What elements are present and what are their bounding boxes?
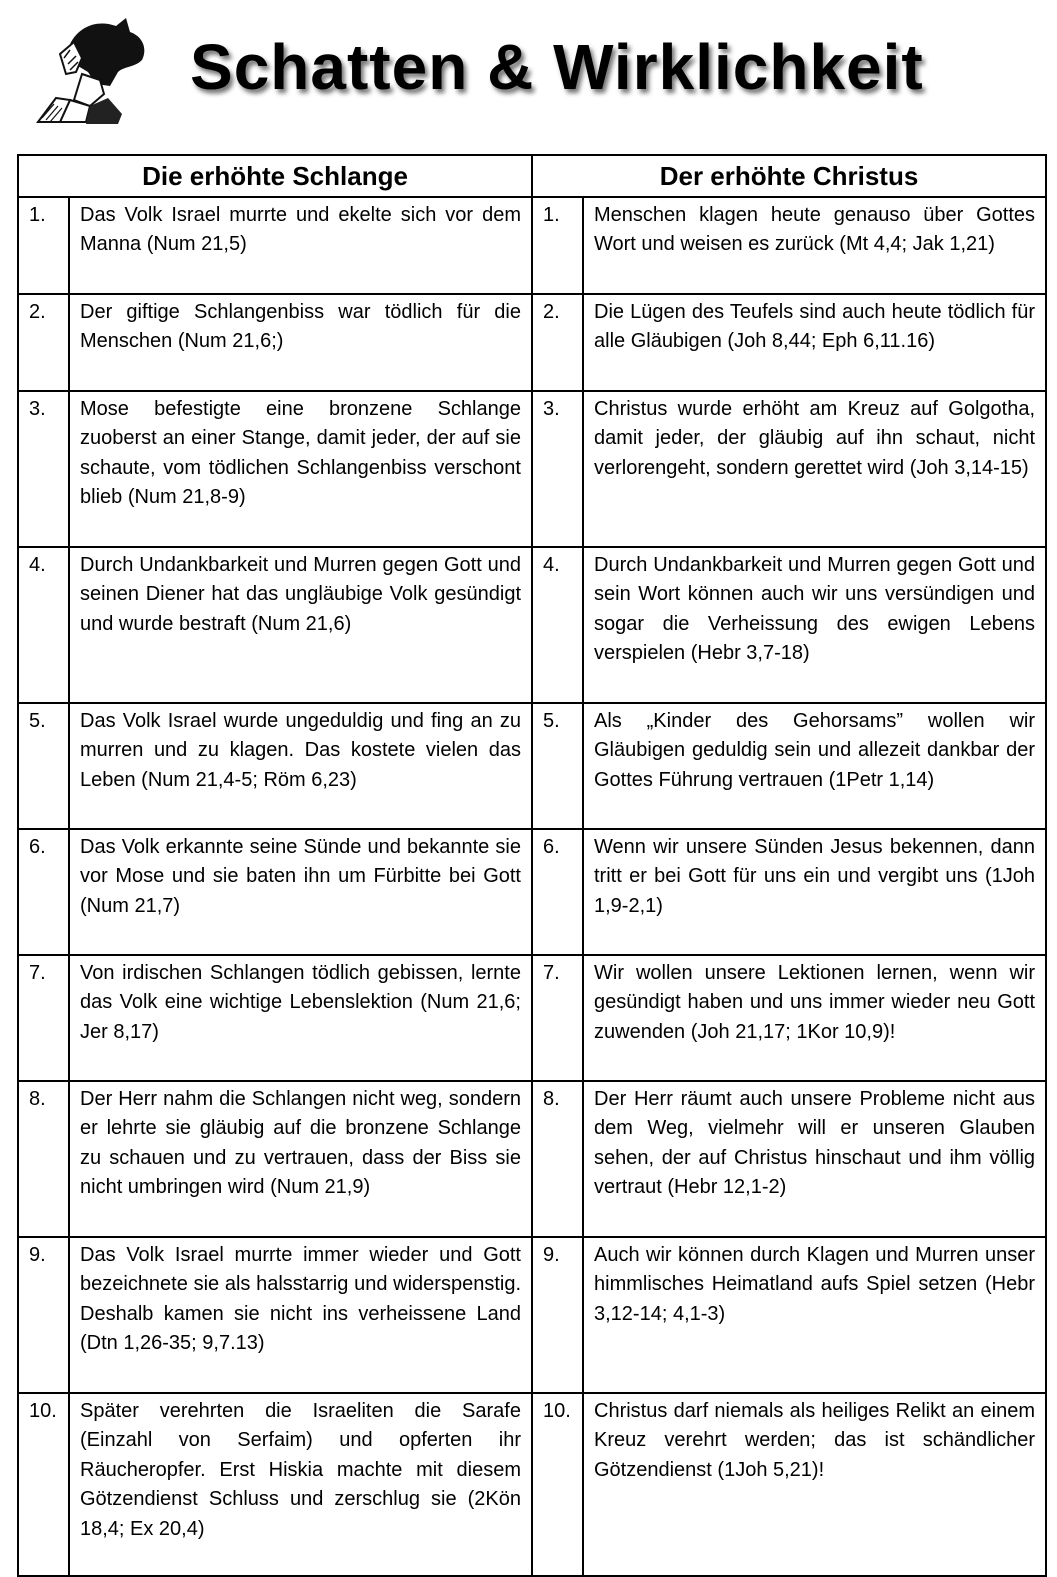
- row-number-left: 10.: [18, 1393, 69, 1576]
- row-number-left: 1.: [18, 197, 69, 294]
- christ-text: Christus wurde erhöht am Kreuz auf Golgotha, damit jeder, der gläubig auf ihn schaut, nicht verlorengeht, sondern gerettet wird (Joh 3,14-15): [583, 391, 1046, 547]
- table-row: [18, 294, 1046, 391]
- row-number-left: 5.: [18, 703, 69, 829]
- page-header: [0, 0, 1057, 150]
- serpent-text: Mose befestigte eine bronzene Schlange zuoberst an einer Stange, damit jeder, der auf sie schaute, vom tödlichen Schlangenbiss verschont blieb (Num 21,8-9): [69, 391, 532, 547]
- christ-text: Durch Undankbarkeit und Murren gegen Gott und sein Wort können auch wir uns versündigen und sogar die Verheissung des ewigen Lebens verspielen (Hebr 3,7-18): [583, 547, 1046, 703]
- comparison-table: [17, 154, 1047, 1577]
- serpent-text: Der giftige Schlangenbiss war tödlich für die Menschen (Num 21,6;): [69, 294, 532, 391]
- serpent-text: Das Volk erkannte seine Sünde und bekannte sie vor Mose und sie baten ihn um Fürbitte bei Gott (Num 21,7): [69, 829, 532, 955]
- row-number-right: 5.: [532, 703, 583, 829]
- row-number-left: 4.: [18, 547, 69, 703]
- right-column-heading: Der erhöhte Christus: [532, 155, 1046, 197]
- table-row: [18, 1237, 1046, 1393]
- table-row: [18, 829, 1046, 955]
- christ-text: Wir wollen unsere Lektionen lernen, wenn wir gesündigt haben und uns immer wieder neu Gott zuwenden (Joh 21,17; 1Kor 10,9)!: [583, 955, 1046, 1081]
- christ-text: Auch wir können durch Klagen und Murren unser himmlisches Heimatland aufs Spiel setzen (Hebr 3,12-14; 4,1-3): [583, 1237, 1046, 1393]
- row-number-right: 7.: [532, 955, 583, 1081]
- serpent-text: Der Herr nahm die Schlangen nicht weg, sondern er lehrte sie gläubig auf die bronzene Schlange zu schauen und zu vertrauen, dass der Biss sie nicht umbringen wird (Num 21,9): [69, 1081, 532, 1237]
- christ-text: Christus darf niemals als heiliges Relikt an einem Kreuz verehrt werden; das ist schändlicher Götzendienst (1Joh 5,21)!: [583, 1393, 1046, 1576]
- row-number-left: 8.: [18, 1081, 69, 1237]
- row-number-right: 9.: [532, 1237, 583, 1393]
- row-number-left: 9.: [18, 1237, 69, 1393]
- serpent-text: Von irdischen Schlangen tödlich gebissen, lernte das Volk eine wichtige Lebenslektion (Num 21,6; Jer 8,17): [69, 955, 532, 1081]
- serpent-text: Das Volk Israel wurde ungeduldig und fing an zu murren und zu klagen. Das kostete vielen das Leben (Num 21,4-5; Röm 6,23): [69, 703, 532, 829]
- row-number-left: 7.: [18, 955, 69, 1081]
- table-row: [18, 703, 1046, 829]
- christ-text: Der Herr räumt auch unsere Probleme nicht aus dem Weg, vielmehr will er unseren Glauben sehen, der auf Christus hinschaut und ihm völlig vertraut (Hebr 12,1-2): [583, 1081, 1046, 1237]
- row-number-right: 6.: [532, 829, 583, 955]
- row-number-right: 2.: [532, 294, 583, 391]
- table-row: [18, 955, 1046, 1081]
- table-header-row: [18, 155, 1046, 197]
- row-number-right: 3.: [532, 391, 583, 547]
- table-row: [18, 1081, 1046, 1237]
- row-number-left: 2.: [18, 294, 69, 391]
- serpent-text: Durch Undankbarkeit und Murren gegen Gott und seinen Diener hat das ungläubige Volk gesündigt und wurde bestraft (Num 21,6): [69, 547, 532, 703]
- row-number-right: 1.: [532, 197, 583, 294]
- row-number-right: 4.: [532, 547, 583, 703]
- row-number-right: 10.: [532, 1393, 583, 1576]
- table-row: [18, 391, 1046, 547]
- shadow-puppet-hands-icon: [30, 14, 154, 124]
- row-number-left: 3.: [18, 391, 69, 547]
- serpent-text: Später verehrten die Israeliten die Sarafe (Einzahl von Serfaim) und opferten ihr Räucheropfer. Erst Hiskia machte mit diesem Götzendienst Schluss und zerschlug sie (2Kön 18,4; Ex 20,4): [69, 1393, 532, 1576]
- serpent-text: Das Volk Israel murrte und ekelte sich vor dem Manna (Num 21,5): [69, 197, 532, 294]
- row-number-left: 6.: [18, 829, 69, 955]
- table-row: [18, 197, 1046, 294]
- table-row: [18, 547, 1046, 703]
- christ-text: Die Lügen des Teufels sind auch heute tödlich für alle Gläubigen (Joh 8,44; Eph 6,11.16): [583, 294, 1046, 391]
- page-title: Schatten & Wirklichkeit: [190, 31, 924, 103]
- christ-text: Als „Kinder des Gehorsams” wollen wir Gläubigen geduldig sein und allezeit dankbar der Gottes Führung vertrauen (1Petr 1,14): [583, 703, 1046, 829]
- row-number-right: 8.: [532, 1081, 583, 1237]
- christ-text: Menschen klagen heute genauso über Gottes Wort und weisen es zurück (Mt 4,4; Jak 1,21): [583, 197, 1046, 294]
- left-column-heading: Die erhöhte Schlange: [18, 155, 532, 197]
- christ-text: Wenn wir unsere Sünden Jesus bekennen, dann tritt er bei Gott für uns ein und vergibt uns (1Joh 1,9-2,1): [583, 829, 1046, 955]
- serpent-text: Das Volk Israel murrte immer wieder und Gott bezeichnete sie als halsstarrig und widerspenstig. Deshalb kamen sie nicht ins verheissene Land (Dtn 1,26-35; 9,7.13): [69, 1237, 532, 1393]
- table-row: [18, 1393, 1046, 1576]
